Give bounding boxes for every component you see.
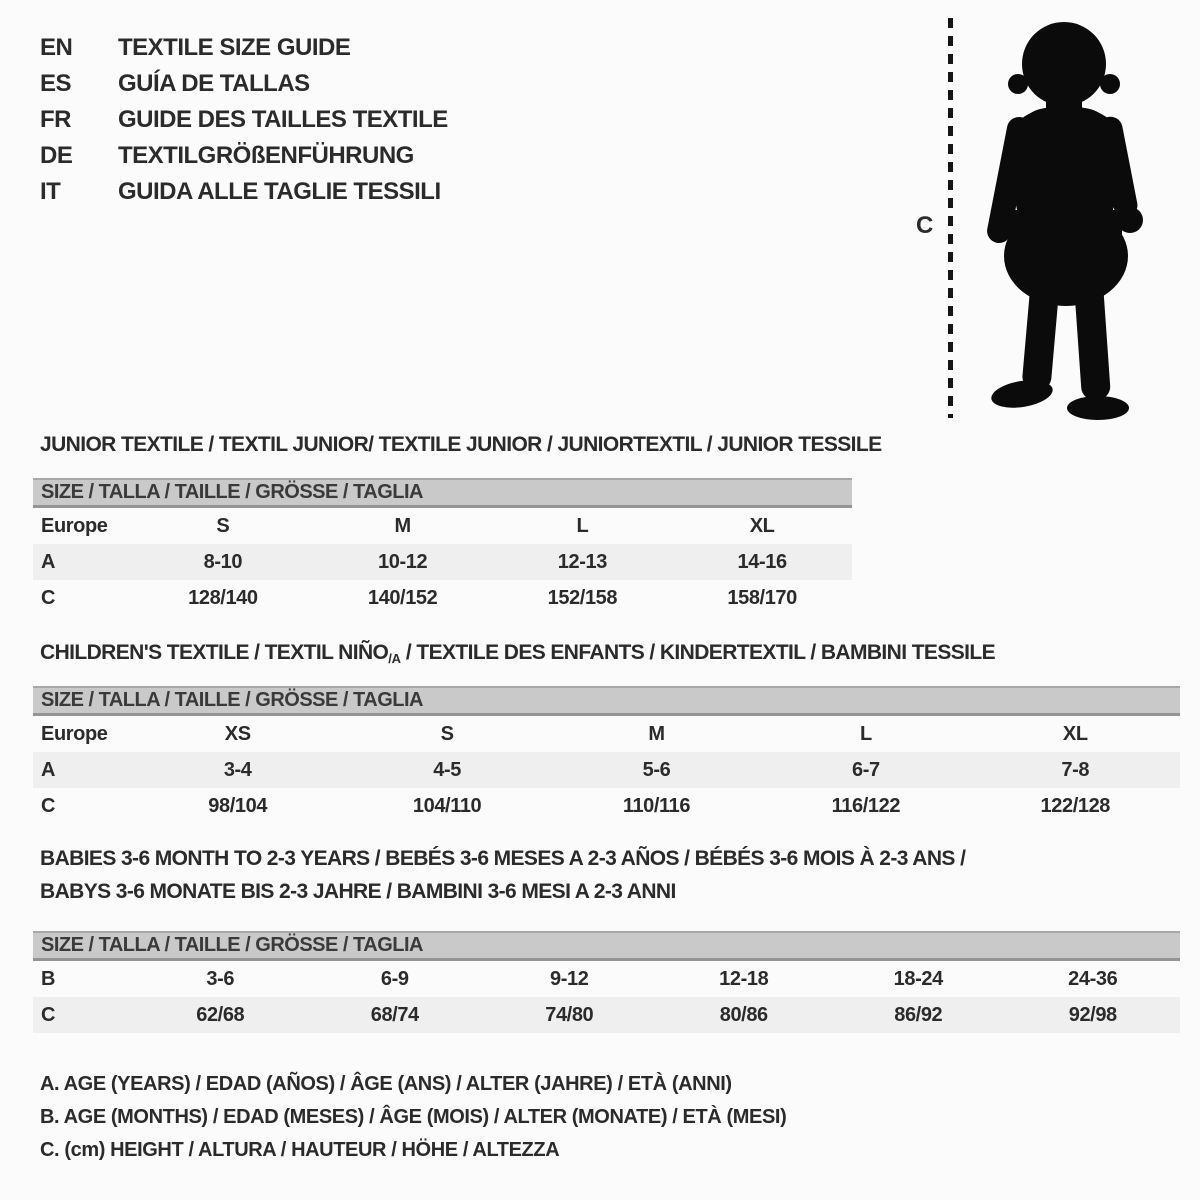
table-cell: 128/140 — [188, 586, 258, 609]
row-label: C — [41, 794, 56, 817]
table-row — [33, 716, 1180, 752]
language-title: TEXTILGRÖßENFÜHRUNG — [118, 142, 414, 169]
children-heading: CHILDREN'S TEXTILE / TEXTIL NIÑO/A / TEXTILE DES ENFANTS / KINDERTEXTIL / BAMBINI TESSILE — [40, 641, 996, 666]
table-cell: 6-7 — [852, 758, 880, 781]
table-cell: XL — [1062, 722, 1088, 745]
children-table — [33, 716, 1180, 824]
language-code: DE — [40, 142, 73, 169]
table-cell: 7-8 — [1061, 758, 1090, 781]
section-junior-textile — [33, 432, 882, 616]
table-cell: 3-4 — [223, 758, 252, 781]
table-cell: 6-9 — [380, 967, 409, 990]
babies-table — [33, 961, 1180, 1033]
row-label: C — [41, 586, 56, 609]
section-babies-textile — [33, 846, 1180, 1033]
babies-heading-line2: BABYS 3-6 MONATE BIS 2-3 JAHRE / BAMBINI 3-6 MESI A 2-3 ANNI — [40, 880, 676, 903]
table-cell: 4-5 — [433, 758, 461, 781]
table-cell: 86/92 — [894, 1003, 943, 1026]
row-label: A — [41, 758, 56, 781]
dashed-measure-line — [948, 18, 953, 418]
language-code: IT — [40, 178, 61, 205]
table-cell: M — [394, 514, 411, 537]
babies-heading-line1: BABIES 3-6 MONTH TO 2-3 YEARS / BEBÉS 3-6 MESES A 2-3 AÑOS / BÉBÉS 3-6 MOIS À 2-3 ANS / — [40, 847, 966, 870]
language-row — [40, 66, 448, 102]
table-cell: 116/122 — [831, 794, 901, 817]
table-cell: 92/98 — [1068, 1003, 1117, 1026]
table-row — [33, 508, 852, 544]
table-cell: 140/152 — [367, 586, 438, 609]
table-cell: 12-18 — [719, 967, 769, 990]
language-row — [40, 102, 448, 138]
table-cell: 80/86 — [719, 1003, 768, 1026]
junior-table — [33, 508, 852, 616]
table-cell: L — [859, 722, 872, 745]
table-cell: S — [216, 514, 230, 537]
table-cell: 12-13 — [557, 550, 607, 573]
table-cell: 18-24 — [893, 967, 943, 990]
table-row — [33, 544, 852, 580]
legend-line-a: A. AGE (YEARS) / EDAD (AÑOS) / ÂGE (ANS) / ALTER (JAHRE) / ETÀ (ANNI) — [40, 1073, 732, 1095]
table-cell: 24-36 — [1068, 967, 1118, 990]
table-cell: 14-16 — [737, 550, 787, 573]
table-cell: 3-6 — [206, 967, 235, 990]
legend-line-c: C. (cm) HEIGHT / ALTURA / HAUTEUR / HÖHE / ALTEZZA — [40, 1139, 560, 1161]
table-cell: XS — [224, 722, 251, 745]
table-cell: 8-10 — [203, 550, 243, 573]
table-row — [33, 997, 1180, 1033]
table-cell: 152/158 — [547, 586, 618, 609]
table-cell: 10-12 — [378, 550, 428, 573]
table-row — [33, 788, 1180, 824]
children-size-header: SIZE / TALLA / TAILLE / GRÖSSE / TAGLIA — [33, 686, 1180, 716]
table-cell: 68/74 — [370, 1003, 419, 1026]
row-label: A — [41, 550, 56, 573]
language-code: EN — [40, 34, 73, 61]
table-row — [33, 961, 1180, 997]
table-row — [33, 580, 852, 616]
legend-line-b: B. AGE (MONTHS) / EDAD (MESES) / ÂGE (MOIS) / ALTER (MONATE) / ETÀ (MESI) — [40, 1106, 787, 1128]
language-title: GUIDE DES TAILLES TEXTILE — [118, 106, 448, 133]
table-cell: 158/170 — [727, 586, 797, 609]
language-code: ES — [40, 70, 72, 97]
table-cell: M — [648, 722, 665, 745]
row-label: C — [41, 1003, 56, 1026]
table-cell: 5-6 — [642, 758, 671, 781]
language-row — [40, 174, 448, 210]
legend — [40, 1068, 786, 1167]
row-label: B — [41, 967, 56, 990]
children-heading-sub: /A — [388, 651, 401, 666]
table-cell: 110/116 — [622, 794, 691, 817]
language-title: TEXTILE SIZE GUIDE — [118, 34, 351, 61]
language-row — [40, 30, 448, 66]
table-cell: 9-12 — [550, 967, 589, 990]
table-cell: L — [576, 514, 589, 537]
language-code: FR — [40, 106, 71, 133]
table-cell: S — [440, 722, 454, 745]
table-cell: 104/110 — [412, 794, 482, 817]
language-row — [40, 138, 448, 174]
language-list — [40, 30, 448, 210]
table-cell: 62/68 — [196, 1003, 245, 1026]
height-measure-figure — [900, 10, 1180, 428]
table-row — [33, 752, 1180, 788]
babies-size-header: SIZE / TALLA / TAILLE / GRÖSSE / TAGLIA — [33, 931, 1180, 961]
table-cell: 74/80 — [545, 1003, 594, 1026]
measure-c-label: C — [916, 212, 934, 239]
table-cell: XL — [749, 514, 775, 537]
baby-silhouette-icon — [964, 10, 1164, 422]
row-label: Europe — [41, 722, 108, 745]
junior-heading: JUNIOR TEXTILE / TEXTIL JUNIOR/ TEXTILE JUNIOR / JUNIORTEXTIL / JUNIOR TESSILE — [40, 433, 882, 456]
section-children-textile — [33, 640, 1180, 824]
language-title: GUIDA ALLE TAGLIE TESSILI — [118, 178, 441, 205]
row-label: Europe — [41, 514, 108, 537]
junior-size-header: SIZE / TALLA / TAILLE / GRÖSSE / TAGLIA — [33, 478, 852, 508]
table-cell: 98/104 — [208, 794, 268, 817]
table-cell: 122/128 — [1040, 794, 1111, 817]
language-title: GUÍA DE TALLAS — [118, 70, 310, 97]
